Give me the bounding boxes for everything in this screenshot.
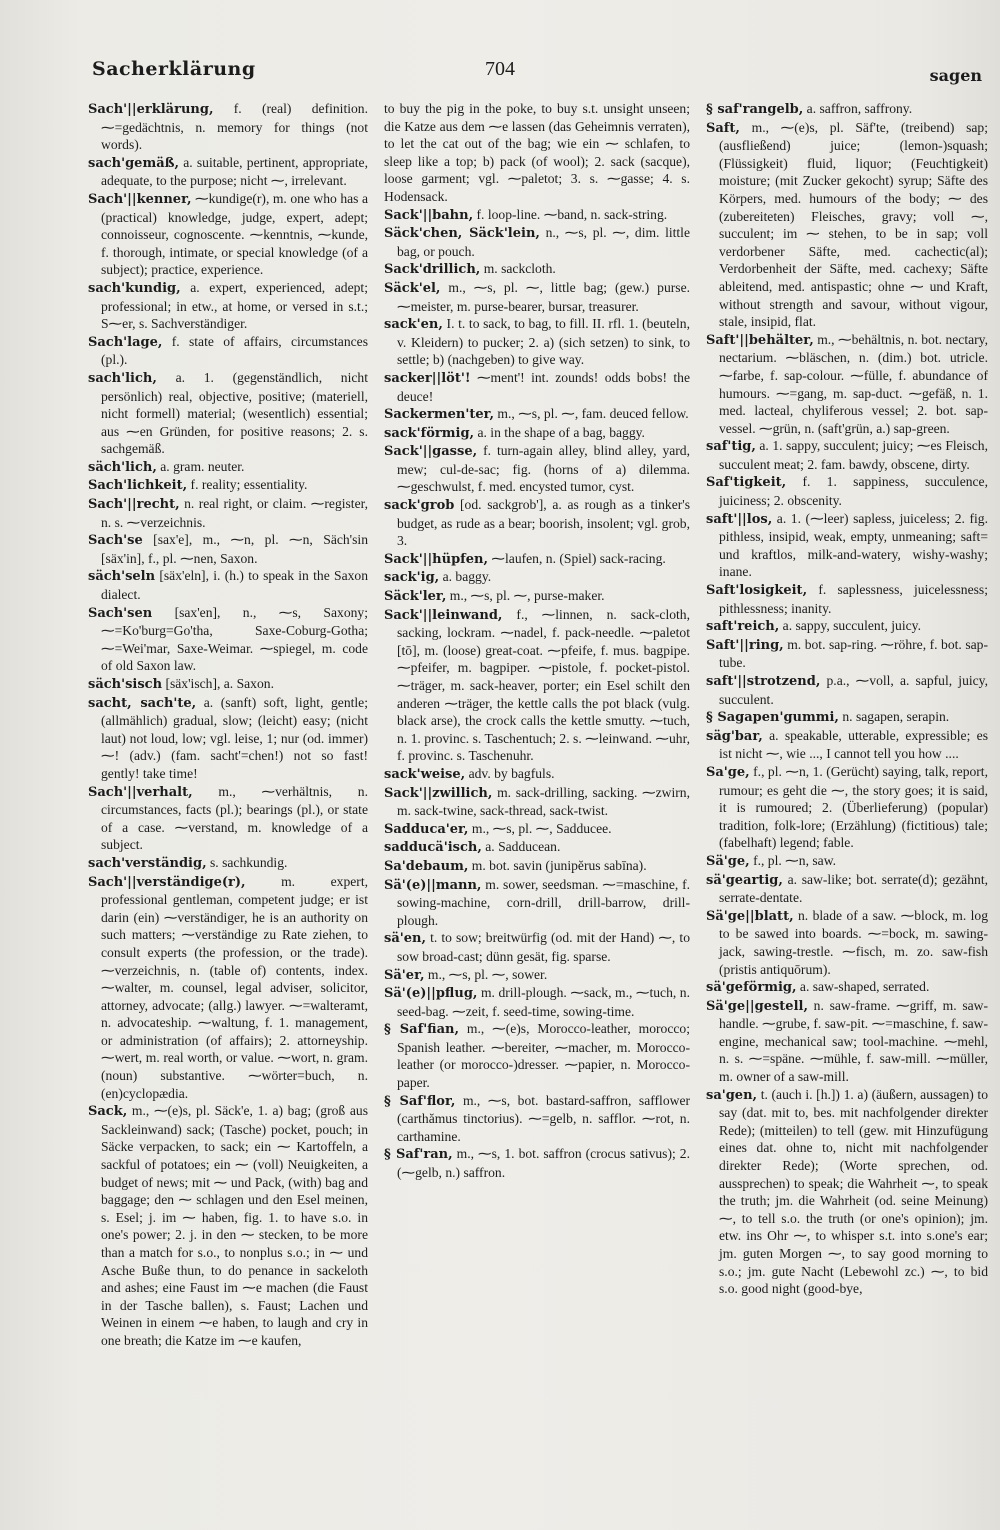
dictionary-entry [384, 405, 690, 424]
entry-definition: a. saw-like; bot. serrate(d); gezähnt, serrate-dentate. [719, 871, 988, 906]
dictionary-entry [88, 190, 368, 279]
entry-definition: a. baggy. [439, 569, 492, 585]
dictionary-entry [706, 581, 988, 617]
entry-headword: Sä'er, [384, 967, 425, 983]
dictionary-entry [706, 119, 988, 331]
entry-headword: Sä'ge||gestell, [706, 998, 808, 1014]
entry-definition: f. state of affairs, circumstances (pl.). [101, 333, 368, 368]
dictionary-entry [384, 966, 690, 985]
entry-headword: Sackermen'ter, [384, 407, 495, 423]
entry-definition: ⁓laufen, n. (Spiel) sack-racing. [488, 550, 666, 566]
dictionary-entry [706, 997, 988, 1086]
dictionary-entry [384, 369, 690, 405]
entry-definition: f. loop-line. ⁓band, n. sack-string. [473, 206, 668, 222]
entry-headword: Sa'ge, [706, 764, 750, 780]
entry-definition: f., pl. ⁓n, 1. (Gerücht) saying, talk, report, rumour; es geht die ⁓, the story goes; it is said, it is rumoured; 2. (Überlieferung) (popular) tradition, folk-lore; (Erzählung) (fictitious) tale; (fabelhaft) legend; fable. [719, 763, 988, 851]
dictionary-entry [384, 1092, 690, 1146]
entry-definition: m., ⁓s, pl. ⁓, purse-maker. [446, 588, 605, 604]
dictionary-entry [706, 437, 988, 473]
entry-definition: t. (auch i. [h.]) 1. a) (äußern, aussagen) to say (dat. mit to, bes. mit nachfolgender direkter Rede); (mitteilen) to tell (gew. mit Hinzufügung eines dat. ohne to, nicht mit nachfolgender direkter Rede); (Worte sprechen, od. aussprechen) to speak; die Wahrheit ⁓, to speak the truth; jm. die Wahrheit (od. seine Meinung) ⁓, to tell s.o. the truth (or one's opinion); jm. etw. ins Ohr ⁓, to whisper s.t. into s.one's ear; jm. guten Morgen ⁓, to say good morning to s.o.; jm. gute Nacht (Lebewohl zc.) ⁓, to bid s.o. good night (good-bye, [719, 1086, 988, 1297]
entry-definition: m. sower, seedsman. ⁓=maschine, f. sowing-machine, corn-drill, drill-barrow, drill-plough. [397, 876, 690, 928]
entry-definition: m., ⁓s, 1. bot. saffron (crocus sativus); 2. (⁓gelb, n.) saffron. [397, 1146, 690, 1181]
dictionary-entry [706, 331, 988, 438]
entry-definition: f., ⁓linnen, n. sack-cloth, sacking, lockram. ⁓nadel, f. pack-needle. ⁓paletot [tō], m. (loose) great-coat. ⁓pfeife, f. mus. bagpipe. ⁓pfeifer, m. bagpiper. ⁓pistole, f. pocket-pistol. ⁓träger, m. sack-heaver, porter; ein Esel schilt den anderen ⁓träger, the kettle calls the pot black (vulg. black arse), the crock calls the kettle smutty. ⁓tuch, n. 1. provinc. s. Taschentuch; 2. s. ⁓leinwand. ⁓uhr, f. provinc. s. Taschenuhr. [397, 606, 690, 764]
entry-headword: Sack'||leinwand, [384, 607, 503, 623]
entry-definition: m., ⁓s, pl. ⁓, little bag; (gew.) purse. ⁓meister, m. purse-bearer, bursar, treasurer. [397, 279, 690, 314]
entry-definition: m. expert, professional gentleman, competent judge; er ist darin (ein) ⁓verständiger, he is an authority on such matters; ⁓verständige zu Rate ziehen, to consult experts (the profession, or the trade). ⁓verzeichnis, n. (table of) contents, index. ⁓walter, m. counsel, legal adviser, solicitor, attorney, advocate; (allg.) lawyer. ⁓=walteramt, n. advocateship. ⁓waltung, f. 1. management, or administration (of affairs); 2. attorneyship. ⁓wert, m. real worth, or value. ⁓wort, n. gram. (noun) substantive. ⁓wörter=buch, n. (en)cyclopædia. [101, 873, 368, 1101]
entry-definition: m. bot. sap-ring. ⁓röhre, f. bot. sap-tube. [719, 636, 988, 671]
entry-headword: Sach'||erklärung, [88, 102, 214, 117]
entry-headword: Sach'||verhalt, [88, 784, 193, 800]
entry-definition: to buy the pig in the poke, to buy s.t. unsight unseen; die Katze aus dem ⁓e lassen (das Geheimnis verraten), to let the cat out of the bag; wie ein ⁓ schlafen, to sleep like a top; b) pack (of wool); 2. sack (sacque), loose garment; vgl. ⁓paletot; 3. s. ⁓gasse; 4. s. Hodensack. [384, 101, 690, 204]
entry-definition: s. sachkundig. [206, 854, 288, 870]
entry-definition: adv. by bagfuls. [465, 765, 555, 781]
dictionary-entry [706, 617, 988, 636]
dictionary-entry [384, 279, 690, 315]
entry-headword: sack'grob [384, 498, 455, 514]
entry-definition: a. 1. (gegenständlich, nicht persönlich) real, objective, positive; (materiell, nicht formell) material; (wesentlich) essential; aus ⁓en Gründen, for positive reasons; 2. s. sachgemäß. [101, 369, 368, 457]
dictionary-entry [88, 854, 368, 873]
entry-headword: sacker||löt'! [384, 370, 471, 386]
entry-headword: sach'lich, [88, 370, 157, 386]
dictionary-entry [88, 675, 368, 694]
entry-definition: a. 1. (⁓leer) sapless, juiceless; 2. fig. pithless, insipid, weak, empty, unmeaning; saft= und kraftlos, milk-and-watery, wishy-washy; inane. [719, 510, 988, 580]
entry-definition: f. (real) definition. ⁓=gedächtnis, n. memory for things (not words). [101, 101, 368, 153]
entry-definition: a. speakable, utterable, expressible; es ist nicht ⁓, wie ..., I cannot tell you how .... [719, 727, 988, 762]
dictionary-entry [706, 978, 988, 997]
dictionary-entry [88, 333, 368, 369]
entry-definition: n. saw-frame. ⁓griff, m. saw-handle. ⁓grube, f. saw-pit. ⁓=maschine, f. saw-engine, mechanical saw; tool-machine. ⁓mehl, n. s. ⁓=späne. ⁓mühle, f. saw-mill. ⁓müller, m. owner of a saw-mill. [719, 997, 988, 1085]
entry-headword: Sach'||verständige(r), [88, 874, 246, 890]
entry-headword: sä'en, [384, 931, 426, 947]
dictionary-entry [706, 636, 988, 672]
entry-definition: ⁓kundige(r), m. one who has a (practical) knowledge, judge, expert, adept; connoisseur, cognoscente. ⁓kenntnis, ⁓kunde, f. thorough, intimate, or special knowledge (of a subject); practice, experience. [101, 190, 368, 278]
entry-definition: m., ⁓verhältnis, n. circumstances, facts (pl.); bearings (pl.), or state of a case. ⁓verstand, m. knowledge of a subject. [101, 783, 368, 853]
entry-headword: Sach'lichkeit, [88, 478, 188, 494]
dictionary-entry [88, 604, 368, 675]
dictionary-entry [88, 783, 368, 854]
entry-definition: a. in the shape of a bag, baggy. [474, 424, 645, 440]
dictionary-entry [384, 1020, 690, 1091]
entry-headword: Sack'||bahn, [384, 207, 474, 223]
entry-definition: [sax'en], n., ⁓s, Saxony; ⁓=Ko'burg=Go'tha, Saxe-Coburg-Gotha; ⁓=Wei'mar, Saxe-Weimar. ⁓spiegel, m. code of old Saxon law. [101, 604, 368, 674]
dictionary-entry [384, 224, 690, 260]
running-head-left: Sacherklärung [92, 58, 256, 80]
dictionary-entry [88, 279, 368, 333]
entry-definition: a. saffron, saffrony. [803, 101, 913, 116]
entry-headword: saft'||strotzend, [706, 674, 821, 689]
entry-headword: säch'seln [88, 569, 156, 585]
entry-definition: a. Sadducean. [481, 839, 561, 855]
entry-headword: Säck'chen, Säck'lein, [384, 226, 540, 242]
entry-definition: m. drill-plough. ⁓sack, m., ⁓tuch, n. seed-bag. ⁓zeit, f. seed-time, sowing-time. [397, 985, 690, 1019]
dictionary-entry [706, 510, 988, 581]
entry-definition: m., ⁓s, pl. ⁓, fam. deuced fellow. [494, 406, 689, 422]
dictionary-entry [706, 473, 988, 509]
dictionary-entry [88, 694, 368, 783]
entry-headword: sach'kundig, [88, 280, 181, 296]
entry-headword: Säck'ler, [384, 589, 447, 605]
column-2 [384, 100, 690, 1510]
entry-definition: p.a., ⁓voll, a. sapful, juicy, succulent. [719, 673, 988, 707]
dictionary-entry [706, 708, 988, 727]
entry-definition: m., ⁓(e)s, pl. Säf'te, (treibend) sap; (ausfließend) juice; (lemon-)squash; (Flüssigkeit) fluid, liquor; (Feuchtigkeit) moisture; (mit Zucker gekocht) syrup; Säfte des Körpers, med. humours of the body; ⁓ des (zubereiteten) Fleisches, gravy; voll ⁓, succulent; im ⁓ stehen, to be in sap; voll verdorbener Säfte, med. cachectic(al); Verdorbenheit der Säfte, med. cachexy; Säfte ableitend, med. antispastic; ohne ⁓ und Kraft, without strength and savour, without vigour, stale, insipid, flat. [719, 119, 988, 330]
entry-definition: a. sappy, succulent, juicy. [779, 618, 921, 634]
entry-definition: [säx'eln], i. (h.) to speak in the Saxon dialect. [101, 568, 368, 603]
entry-headword: Sack'||gasse, [384, 444, 478, 460]
entry-definition: a. saw-shaped, serrated. [796, 979, 930, 995]
entry-headword: Saft'||ring, [706, 637, 784, 653]
page-header [0, 58, 1000, 92]
entry-headword: saft'||los, [706, 511, 773, 527]
entry-headword: § Saf'fian, [384, 1022, 460, 1038]
entry-definition: m., ⁓s, bot. bastard-saffron, safflower (carthămus tinctorius). ⁓=gelb, n. safflor. ⁓rot, n. carthamine. [397, 1092, 690, 1144]
dictionary-entry [706, 727, 988, 763]
entry-headword: Säck'el, [384, 280, 441, 296]
entry-headword: sack'förmig, [384, 425, 475, 441]
entry-headword: sä'geartig, [706, 872, 783, 888]
dictionary-entry [88, 476, 368, 495]
dictionary-entry [384, 260, 690, 279]
entry-definition: a. (sanft) soft, light, gentle; (allmählich) gradual, slow; (leicht) easy; (nicht laut) not loud, low; vgl. leise, 1; nur (od. immer) ⁓! (adv.) (fam. sacht'=chen!) not so fast! gently! take time! [101, 694, 368, 781]
entry-definition: f. saplessness, juicelessness; pithlessness; inanity. [719, 582, 988, 616]
entry-headword: Sack'||hüpfen, [384, 551, 489, 567]
entry-definition: m., ⁓s, pl. ⁓, sower. [424, 966, 548, 982]
entry-definition: n. blade of a saw. ⁓block, m. log to be sawed into boards. ⁓=bock, m. sawing-jack, sawing-trestle. ⁓fisch, m. zo. saw-fish (pristis antiquōrum). [719, 907, 988, 977]
dictionary-entry [384, 100, 690, 206]
dictionary-entry [384, 765, 690, 784]
entry-definition: m., ⁓s, pl. ⁓, Sadducee. [468, 820, 612, 836]
entry-headword: Sach'sen [88, 605, 153, 621]
entry-definition: n., ⁓s, pl. ⁓, dim. little bag, or pouch. [397, 225, 690, 259]
entry-headword: sa'gen, [706, 1087, 758, 1103]
entry-headword: Sack'drillich, [384, 262, 481, 278]
entry-headword: sack'ig, [384, 570, 440, 586]
dictionary-entry [706, 907, 988, 978]
entry-headword: Sa'debaum, [384, 858, 469, 874]
entry-headword: Saft, [706, 120, 740, 136]
entry-headword: § Saf'flor, [384, 1093, 456, 1109]
entry-headword: sack'en, [384, 317, 443, 333]
entry-definition: f. turn-again alley, blind alley, yard, mew; cul-de-sac; fig. (horns of a) dilemma. ⁓geschwulst, f. med. encysted tumor, cyst. [397, 443, 690, 495]
entry-headword: Sack, [88, 1104, 128, 1120]
entry-definition: n. real right, or claim. ⁓register, n. s. ⁓verzeichnis. [101, 496, 368, 530]
entry-definition: t. to sow; breitwürfig (od. mit der Hand) ⁓, to sow broad-cast; dünn gesät, fig. sparse. [397, 930, 690, 964]
dictionary-entry [706, 100, 988, 119]
dictionary-entry [384, 984, 690, 1020]
dictionary-entry [384, 206, 690, 225]
entry-definition: a. expert, experienced, adept; professional; in etw., at home, or versed in s.t.; S⁓er, s. Sachverständiger. [101, 279, 368, 332]
entry-headword: Sach'lage, [88, 334, 163, 350]
entry-definition: n. sagapen, serapin. [838, 709, 950, 725]
entry-headword: säg'bar, [706, 728, 763, 744]
dictionary-entry [384, 550, 690, 569]
dictionary-entry [706, 763, 988, 852]
entry-headword: § saf'rangelb, [706, 102, 804, 117]
dictionary-entry [88, 154, 368, 190]
entry-headword: Sä'ge||blatt, [706, 908, 794, 924]
column-3 [706, 100, 988, 1510]
entry-headword: saft'reich, [706, 619, 780, 635]
entry-definition: f. reality; essentiality. [187, 477, 308, 493]
column-1 [88, 100, 368, 1510]
dictionary-entry [384, 424, 690, 443]
entry-headword: säch'lich, [88, 459, 157, 475]
entry-headword: saf'tig, [706, 439, 756, 455]
entry-headword: Sä'ge, [706, 853, 750, 869]
entry-definition: m. sackcloth. [480, 261, 556, 277]
entry-definition: m., ⁓behältnis, n. bot. nectary, nectarium. ⁓bläschen, n. (dim.) bot. utricle. ⁓farbe, f. sap-colour. ⁓fülle, f. abundance of humours. ⁓=gang, m. sap-duct. ⁓gefäß, n. 1. med. lacteal, chyliferous vessel; 2. bot. sap-vessel. ⁓grün, n. (saft'grün, a.) sap-green. [719, 331, 988, 436]
entry-headword: Sach'||recht, [88, 497, 180, 513]
dictionary-entry [384, 496, 690, 550]
entry-definition: m., ⁓(e)s, Morocco-leather, morocco; Spanish leather. ⁓bereiter, ⁓macher, m. Morocco-leather (or morocco-)dresser. ⁓papier, n. Morocco-paper. [397, 1021, 690, 1091]
dictionary-entry [384, 606, 690, 765]
entry-definition: [säx'isch], a. Saxon. [162, 676, 274, 691]
running-head-right: sagen [929, 66, 982, 85]
dictionary-entry [706, 672, 988, 708]
entry-headword: sacht, sach'te, [88, 695, 197, 711]
entry-headword: Sach'se [88, 533, 143, 549]
entry-headword: säch'sisch [88, 677, 163, 692]
entry-headword: Sack'||zwillich, [384, 785, 493, 801]
entry-definition: a. gram. neuter. [156, 458, 245, 474]
dictionary-entry [88, 1102, 368, 1349]
entry-definition: f., pl. ⁓n, saw. [749, 852, 837, 868]
entry-definition: a. 1. sappy, succulent; juicy; ⁓es Fleisch, succulent meat; 2. fam. bawdy, obscene, dirty. [719, 438, 988, 472]
entry-definition: m., ⁓(e)s, pl. Säck'e, 1. a) bag; (groß aus Sackleinwand) sack; (Tasche) pocket, pouch; in Säcke verpacken, to sack; ein ⁓ Kartoffeln, a sackful of potatoes; ein ⁓ (voll) Neuigkeiten, a budget of news; mit ⁓ und Pack, (with) bag and baggage; den ⁓ schlagen und den Esel meinen, s. Esel; j. im ⁓ haben, fig. 1. to have s.o. in one's power; 2. j. in den ⁓ stecken, to be more than a match for s.o., to nonplus s.o.; in ⁓ und Asche Buße thun, to do penance in sackeloth and ashes; eine Faust im ⁓e machen (die Faust in der Tasche ballen), s. Faust; Lachen und Weinen in einem ⁓e haben, to laugh and cry in one breath; die Katze im ⁓e kaufen, [101, 1103, 368, 1348]
entry-definition: [sax'e], m., ⁓n, pl. ⁓n, Säch'sin [säx'in], f., pl. ⁓nen, Saxon. [101, 532, 368, 566]
entry-headword: sack'weise, [384, 766, 466, 782]
entry-definition: I. t. to sack, to bag, to fill. II. rfl. 1. (beuteln, v. Kleidern) to pucker; 2. a) (sich setzen) to sink, to settle; b) (nachgeben) to give way. [397, 316, 690, 368]
dictionary-entry [384, 876, 690, 930]
dictionary-entry [384, 1145, 690, 1181]
dictionary-entry [706, 871, 988, 907]
entry-headword: Sadduca'er, [384, 821, 469, 837]
dictionary-entry [706, 1086, 988, 1298]
dictionary-entry [384, 784, 690, 820]
entry-headword: Sach'||kenner, [88, 191, 192, 207]
dictionary-entry [88, 531, 368, 567]
dictionary-entry [384, 857, 690, 876]
entry-definition: m. sack-drilling, sacking. ⁓zwirn, m. sack-twine, sack-thread, sack-twist. [397, 784, 690, 819]
dictionary-entry [88, 100, 368, 154]
dictionary-entry [384, 315, 690, 369]
dictionary-entry [384, 929, 690, 965]
entry-definition: a. suitable, pertinent, appropriate, adequate, to the purpose; nicht ⁓, irrelevant. [101, 154, 368, 189]
entry-headword: sadducä'isch, [384, 840, 482, 856]
dictionary-entry [384, 587, 690, 606]
dictionary-entry [384, 442, 690, 496]
dictionary-entry [706, 852, 988, 871]
entry-headword: sach'gemäß, [88, 155, 180, 171]
entry-headword: Saft'||behälter, [706, 332, 814, 348]
entry-definition: f. 1. sappiness, succulence, juiciness; 2. obscenity. [719, 474, 988, 509]
dictionary-entry [88, 567, 368, 603]
dictionary-entry [384, 838, 690, 857]
entry-headword: sach'verständig, [88, 855, 207, 871]
entry-headword: Sä'(e)||mann, [384, 877, 482, 893]
entry-headword: Sä'(e)||pflug, [384, 986, 478, 1002]
page-number: 704 [485, 58, 515, 80]
entry-headword: Saft'losigkeit, [706, 583, 808, 599]
dictionary-entry [384, 568, 690, 587]
entry-headword: Saf'tigkeit, [706, 475, 787, 491]
entry-definition: m. bot. savin (junipĕrus sabīna). [468, 857, 647, 873]
dictionary-entry [88, 458, 368, 477]
entry-definition: ⁓ment'! int. zounds! odds bobs! the deuce! [397, 369, 690, 404]
entry-headword: § Sagapen'gummi, [706, 710, 839, 726]
dictionary-entry [88, 369, 368, 458]
entry-headword: § Saf'ran, [384, 1147, 453, 1163]
entry-definition: [od. sackgrob'], a. as rough as a tinker's budget, as rude as a bear; boorish, insolent; vgl. grob, 3. [397, 497, 690, 549]
entry-headword: sä'geförmig, [706, 980, 797, 996]
dictionary-entry [88, 495, 368, 531]
dictionary-entry [384, 820, 690, 839]
dictionary-entry [88, 873, 368, 1103]
